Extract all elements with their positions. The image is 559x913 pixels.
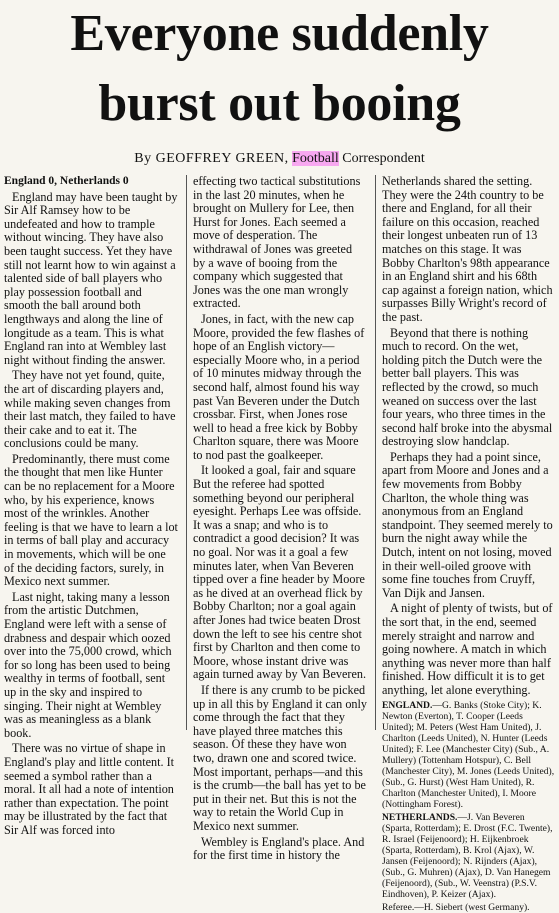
paragraph: Wembley is England's place. And for the first time in history the bbox=[193, 834, 365, 863]
byline-role: Correspondent bbox=[342, 151, 425, 166]
byline-author: By GEOFFREY GREEN, bbox=[134, 151, 289, 166]
score-line: England 0, Netherlands 0 bbox=[4, 175, 129, 187]
team-players: —J. Van Beveren (Sparta, Rotterdam); E. Drost (F.C. Twente), R. Israel (Feijenoord); H. Eijkenbroek (Sparta, Rotterdam), B. Krol (Ajax), W. Jansen (Feijenoord); N. Rijnders (Ajax), (Sub., G. Muhren) (Ajax), D. Van Hanegem (Feijenoord), (Sub., W. Veenstra) (P.S.V. Eindhoven), P. Keizer (Ajax). bbox=[382, 811, 553, 900]
paragraph: It looked a goal, fair and square But the referee had spotted something beyond our peripheral eyesight. Perhaps Lee was offside. It was a snap; and who is to contradict a good decision? It was no goal. Nor was it a goal a few minutes later, when Van Beveren tipped over a fine header by Moore as he dived at an overhead flick by Bobby Charlton; nor a goal again after Jones had twice beaten Drost down the left to see his centre shot first by Charlton and then come to Moore, whose instant drive was again turned away by Van Beveren. bbox=[193, 463, 367, 682]
team-lineup-netherlands bbox=[382, 812, 556, 900]
team-lineup-england bbox=[382, 700, 556, 810]
paragraph: If there is any crumb to be picked up in all this by England it can only come through the fact that they have played three matches this season. Of these they have won two, drawn one and scored twice. Most important, perhaps—and this is the crumb—the ball has yet to be put in their net. But this is not the way to retain the World Cup in Mexico next summer. bbox=[193, 682, 367, 833]
referee-line: Referee.—H. Siebert (west Germany). bbox=[382, 901, 530, 913]
article-column-2 bbox=[186, 174, 367, 863]
team-players: —G. Banks (Stoke City); K. Newton (Everton), T. Cooper (Leeds United); M. Peters (West Ham United), J. Charlton (Leeds United), N. Hunter (Leeds United); F. Lee (Manchester City) (Sub., A. Mullery) (Tottenham Hotspur), C. Bell (Manchester City), M. Jones (Leeds United), (Sub., G. Hurst) (West Ham United), R. Charlton (Manchester United), I. Moore (Nottingham Forest). bbox=[382, 699, 555, 810]
paragraph: Perhaps they had a point since, apart from Moore and Jones and a few movements from Bobby Charlton, the whole thing was anonymous from an England standpoint. They seemed merely to burn the night away while the Dutch, intent on not losing, moved in their well-oiled groove with some fine touches from Cruyff, Van Dijk and Jansen. bbox=[382, 449, 553, 600]
paragraph: effecting two tactical substitutions in the last 20 minutes, when he brought on Mullery for Lee, then Hurst for Jones. Each seemed a move of desperation. The withdrawal of Jones was greeted by a wave of booing from the company which suggested that Jones was the one man wrongly extracted. bbox=[193, 174, 361, 311]
paragraph: Netherlands shared the setting. They were the 24th country to be there and England, for all their failure on this occasion, reached their longest unbeaten run of 13 matches on this stage. It was Bobby Charlton's 98th appearance in an England shirt and his 68th cap against a foreign nation, which surpasses Billy Wright's record of the past. bbox=[382, 174, 553, 324]
paragraph: Last night, taking many a lesson from the artistic Dutchmen, England were left with a sense of drabness and despair which oozed over into the 75,000 crowd, which for so long has been used to being wealthy in terms of football, sent up in the sky and inspired to singing. Their night at Wembley was as meaningless as a blank book. bbox=[4, 589, 172, 740]
paragraph: Jones, in fact, with the new cap Moore, provided the few flashes of hope of an English victory—especially Moore who, in a period of 10 minutes midway through the second half, almost found his way past Van Beveren under the Dutch crossbar. First, when Jones rose well to head a free kick by Bobby Charlton square, there was Moore to nod past the goalkeeper. bbox=[193, 311, 365, 462]
headline-line-2: burst out booing bbox=[98, 75, 461, 132]
paragraph: They have not yet found, quite, the art of discarding players and, while making seven changes from their last match, they failed to have their cake and to eat it. The conclusions could be many. bbox=[4, 368, 176, 451]
byline bbox=[0, 150, 559, 168]
paragraph: A night of plenty of twists, but of the sort that, in the end, seemed merely straight and narrow and going nowhere. A match in which anything was never more than half finished. How difficult it is to get anything, let alone everything. bbox=[382, 601, 553, 697]
paragraph: Beyond that there is nothing much to record. On the wet, holding pitch the Dutch were the better ball players. This was reflected by the crowd, so much weaned on success over the last four years, who three times in the second half broke into the abysmal destroying slow handclap. bbox=[382, 325, 553, 449]
paragraph: There was no virtue of shape in England's play and little content. It seemed a symbol rather than a moral. It all had a note of intention rather than expectation. The point may be illustrated by the fact that Sir Alf was forced into bbox=[4, 741, 175, 837]
team-label: ENGLAND. bbox=[382, 699, 433, 711]
paragraph: England may have been taught by Sir Alf Ramsey how to be undefeated and how to trample without wincing. They have also been taught success. Yet they have still not learnt how to win against a talented side of ball players who play possession football and smooth the ball around both lengthways and along the line of longitude as a team. This is what England ran into at Wembley last night without finding the answer. bbox=[4, 189, 178, 367]
headline-line-1: Everyone suddenly bbox=[70, 5, 489, 62]
article-columns bbox=[4, 174, 556, 913]
article-column-1 bbox=[4, 175, 178, 837]
byline-highlight: Football bbox=[292, 151, 339, 166]
article-column-3 bbox=[375, 174, 556, 913]
team-label: NETHERLANDS. bbox=[382, 811, 458, 823]
paragraph: Predominantly, there must come the thought that men like Hunter can be no replacement for a Moore who, by his experience, knows most of the wrinkles. Another feeling is that we have to learn a lot in terms of ball play and accuracy in movements, which will be one of the deciding factors, surely, in Mexico next summer. bbox=[4, 451, 178, 589]
